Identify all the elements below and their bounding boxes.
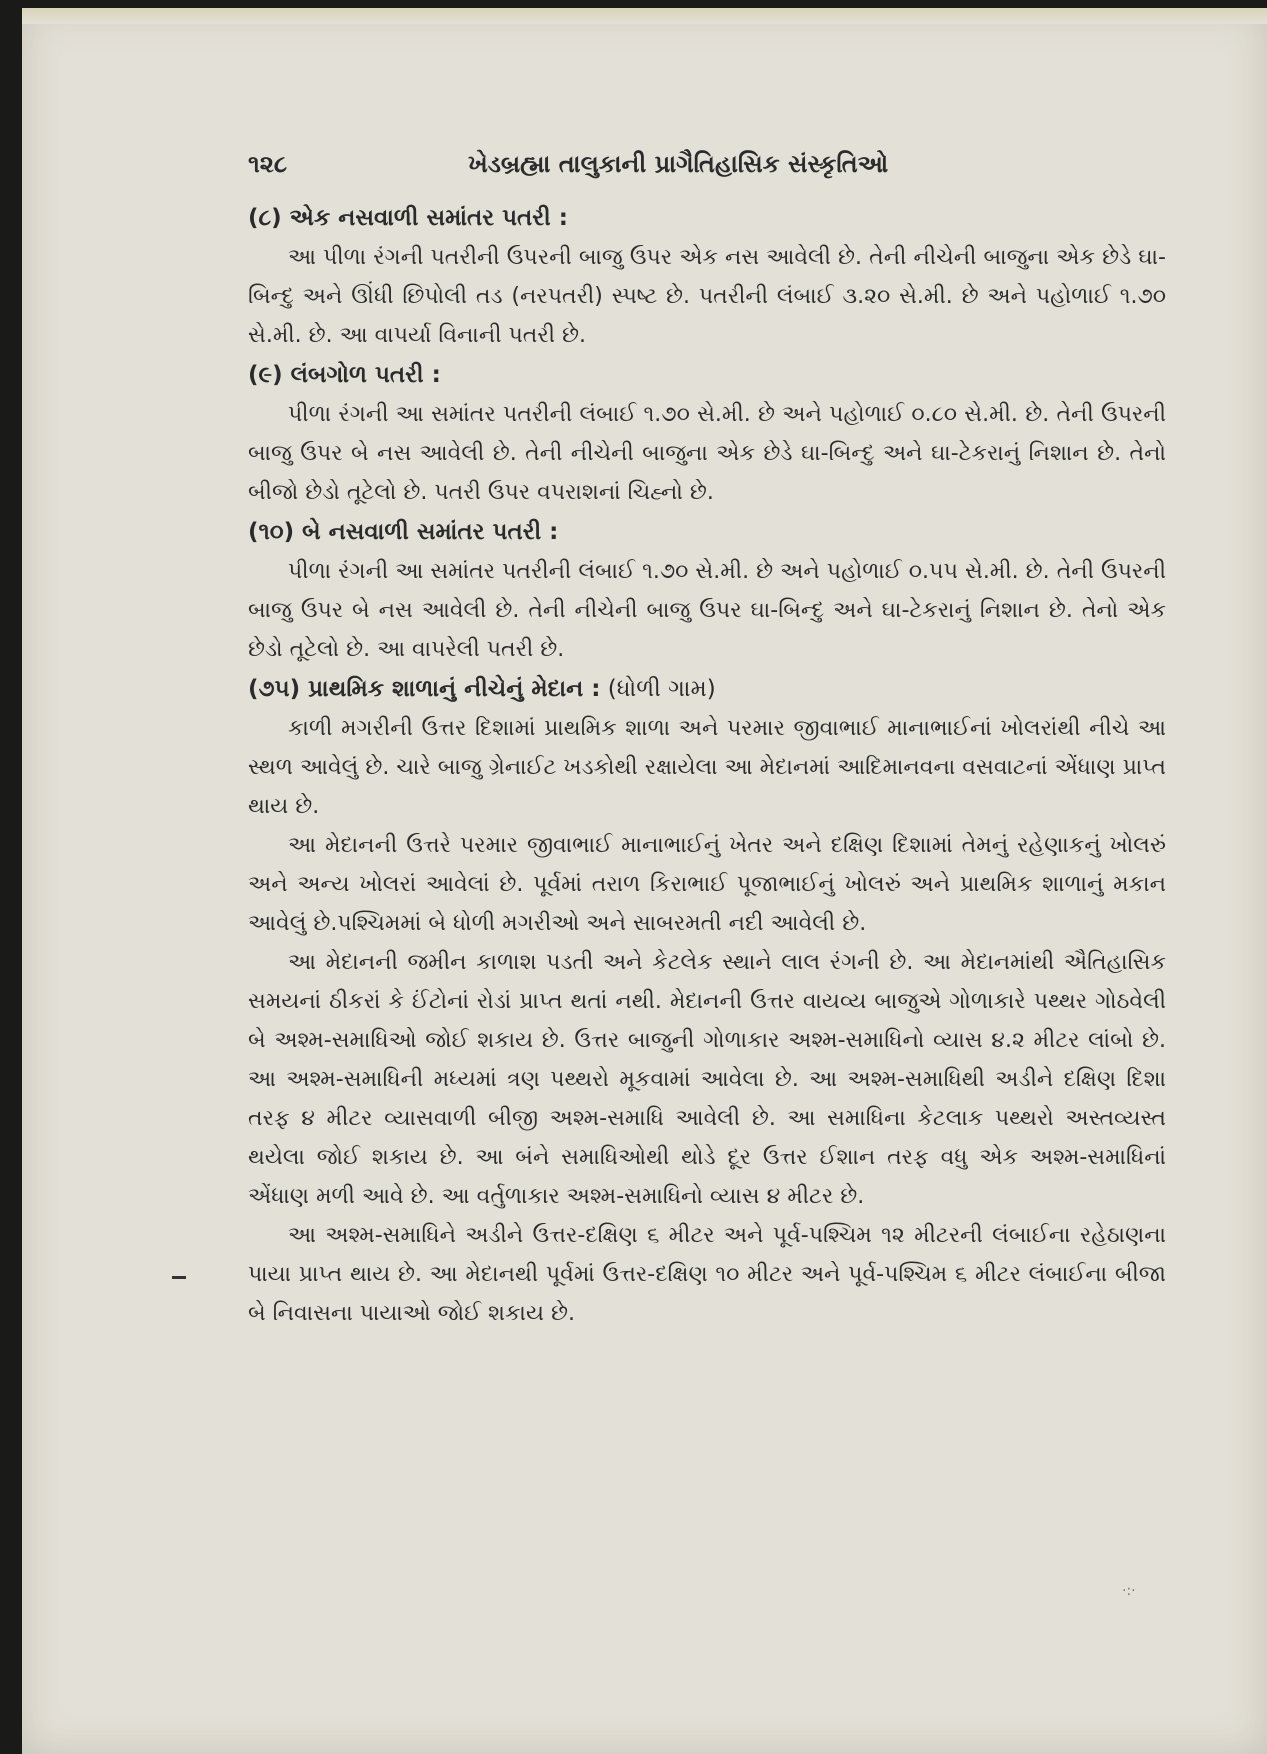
paragraph: પીળા રંગની આ સમાંતર પતરીની લંબાઈ ૧.૭૦ સે.મી. છે અને પહોળાઈ ૦.૮૦ સે.મી. છે. તેની ઉપરની બાજુ ઉપર બે નસ આવેલી છે. તેની નીચેની બાજુના એક છેડે ઘા-બિન્દુ અને ઘા-ટેકરાનું નિશાન છે. તેનો બીજો છેડો તૂટેલો છે. પતરી ઉપર વપરાશનાં ચિહ્નો છે. xyxy=(248,402,1166,505)
page-number: ૧૨૮ xyxy=(248,150,288,178)
section-9 xyxy=(248,355,1166,512)
paragraph: આ અશ્મ-સમાધિને અડીને ઉત્તર-દક્ષિણ ૬ મીટર અને પૂર્વ-પશ્ચિમ ૧૨ મીટરની લંબાઈના રહેઠાણના પાયા પ્રાપ્ત થાય છે. આ મેદાનથી પૂર્વમાં ઉત્તર-દક્ષિણ ૧૦ મીટર અને પૂર્વ-પશ્ચિમ ૬ મીટર લંબાઈના બીજા બે નિવાસના પાયાઓ જોઈ શકાય છે. xyxy=(248,1223,1166,1326)
page-top-edge xyxy=(22,8,1267,24)
section-heading: (૭૫) પ્રાથમિક શાળાનું નીચેનું મેદાન : (ધોળી ગામ) xyxy=(248,676,716,702)
running-head xyxy=(248,150,1166,178)
paragraph: આ પીળા રંગની પતરીની ઉપરની બાજુ ઉપર એક નસ આવેલી છે. તેની નીચેની બાજુના એક છેડે ઘા-બિન્દુ અને ઊંધી છિપોલી તડ (નરપતરી) સ્પષ્ટ છે. પતરીની લંબાઈ ૩.૨૦ સે.મી. છે અને પહોળાઈ ૧.૭૦ સે.મી. છે. આ વાપર્યા વિનાની પતરી છે. xyxy=(248,245,1166,348)
page-content xyxy=(248,150,1166,1333)
paragraph: આ મેદાનની ઉત્તરે પરમાર જીવાભાઈ માનાભાઈનું ખેતર અને દક્ષિણ દિશામાં તેમનું રહેણાકનું ખોલરું અને અન્ય ખોલરાં આવેલાં છે. પૂર્વમાં તરાળ કિરાભાઈ પૂજાભાઈનું ખોલરું અને પ્રાથમિક શાળાનું મકાન આવેલું છે.પશ્ચિમમાં બે ધોળી મગરીઓ અને સાબરમતી નદી આવેલી છે. xyxy=(248,833,1166,936)
section-heading: (૧૦) બે નસવાળી સમાંતર પતરી : xyxy=(248,519,559,545)
paragraph: પીળા રંગની આ સમાંતર પતરીની લંબાઈ ૧.૭૦ સે.મી. છે અને પહોળાઈ ૦.૫૫ સે.મી. છે. તેની ઉપરની બાજુ ઉપર બે નસ આવેલી છે. તેની નીચેની બાજુ ઉપર ઘા-બિન્દુ અને ઘા-ટેકરાનું નિશાન છે. તેનો એક છેડો તૂટેલો છે. આ વાપરેલી પતરી છે. xyxy=(248,559,1166,662)
paragraph: કાળી મગરીની ઉત્તર દિશામાં પ્રાથમિક શાળા અને પરમાર જીવાભાઈ માનાભાઈનાં ખોલરાંથી નીચે આ સ્થળ આવેલું છે. ચારે બાજુ ગ્રેનાઈટ ખડકોથી રક્ષાયેલા આ મેદાનમાં આદિમાનવના વસવાટનાં એંધાણ પ્રાપ્ત થાય છે. xyxy=(248,716,1166,819)
book-page xyxy=(22,8,1267,1754)
running-title: ખેડબ્રહ્મા તાલુકાની પ્રાગૈતિહાસિક સંસ્કૃતિઓ xyxy=(468,150,889,178)
section-10 xyxy=(248,512,1166,669)
section-heading: (૯) લંબગોળ પતરી : xyxy=(248,362,441,388)
paragraph: આ મેદાનની જમીન કાળાશ પડતી અને કેટલેક સ્થાને લાલ રંગની છે. આ મેદાનમાંથી ઐતિહાસિક સમયનાં ઠીકરાં કે ઈંટોનાં રોડાં પ્રાપ્ત થતાં નથી. મેદાનની ઉત્તર વાયવ્ય બાજુએ ગોળાકારે પથ્થર ગોઠવેલી બે અશ્મ-સમાધિઓ જોઈ શકાય છે. ઉત્તર બાજુની ગોળાકાર અશ્મ-સમાધિનો વ્યાસ ૪.૨ મીટર લાંબો છે. આ અશ્મ-સમાધિની મધ્યમાં ત્રણ પથ્થરો મૂકવામાં આવેલા છે. આ અશ્મ-સમાધિથી અડીને દક્ષિણ દિશા તરફ ૪ મીટર વ્યાસવાળી બીજી અશ્મ-સમાધિ આવેલી છે. આ સમાધિના કેટલાક પથ્થરો અસ્તવ્યસ્ત થયેલા જોઈ શકાય છે. આ બંને સમાધિઓથી થોડે દૂર ઉત્તર ઈશાન તરફ વધુ એક અશ્મ-સમાધિનાં એંધાણ મળી આવે છે. આ વર્તુળાકાર અશ્મ-સમાધિનો વ્યાસ ૪ મીટર છે. xyxy=(248,950,1166,1209)
paper-specks: ·:· xyxy=(1122,1583,1136,1599)
section-heading: (૮) એક નસવાળી સમાંતર પતરી : xyxy=(248,205,568,231)
section-75 xyxy=(248,669,1166,1333)
ink-speck xyxy=(172,1276,186,1279)
section-8 xyxy=(248,198,1166,355)
